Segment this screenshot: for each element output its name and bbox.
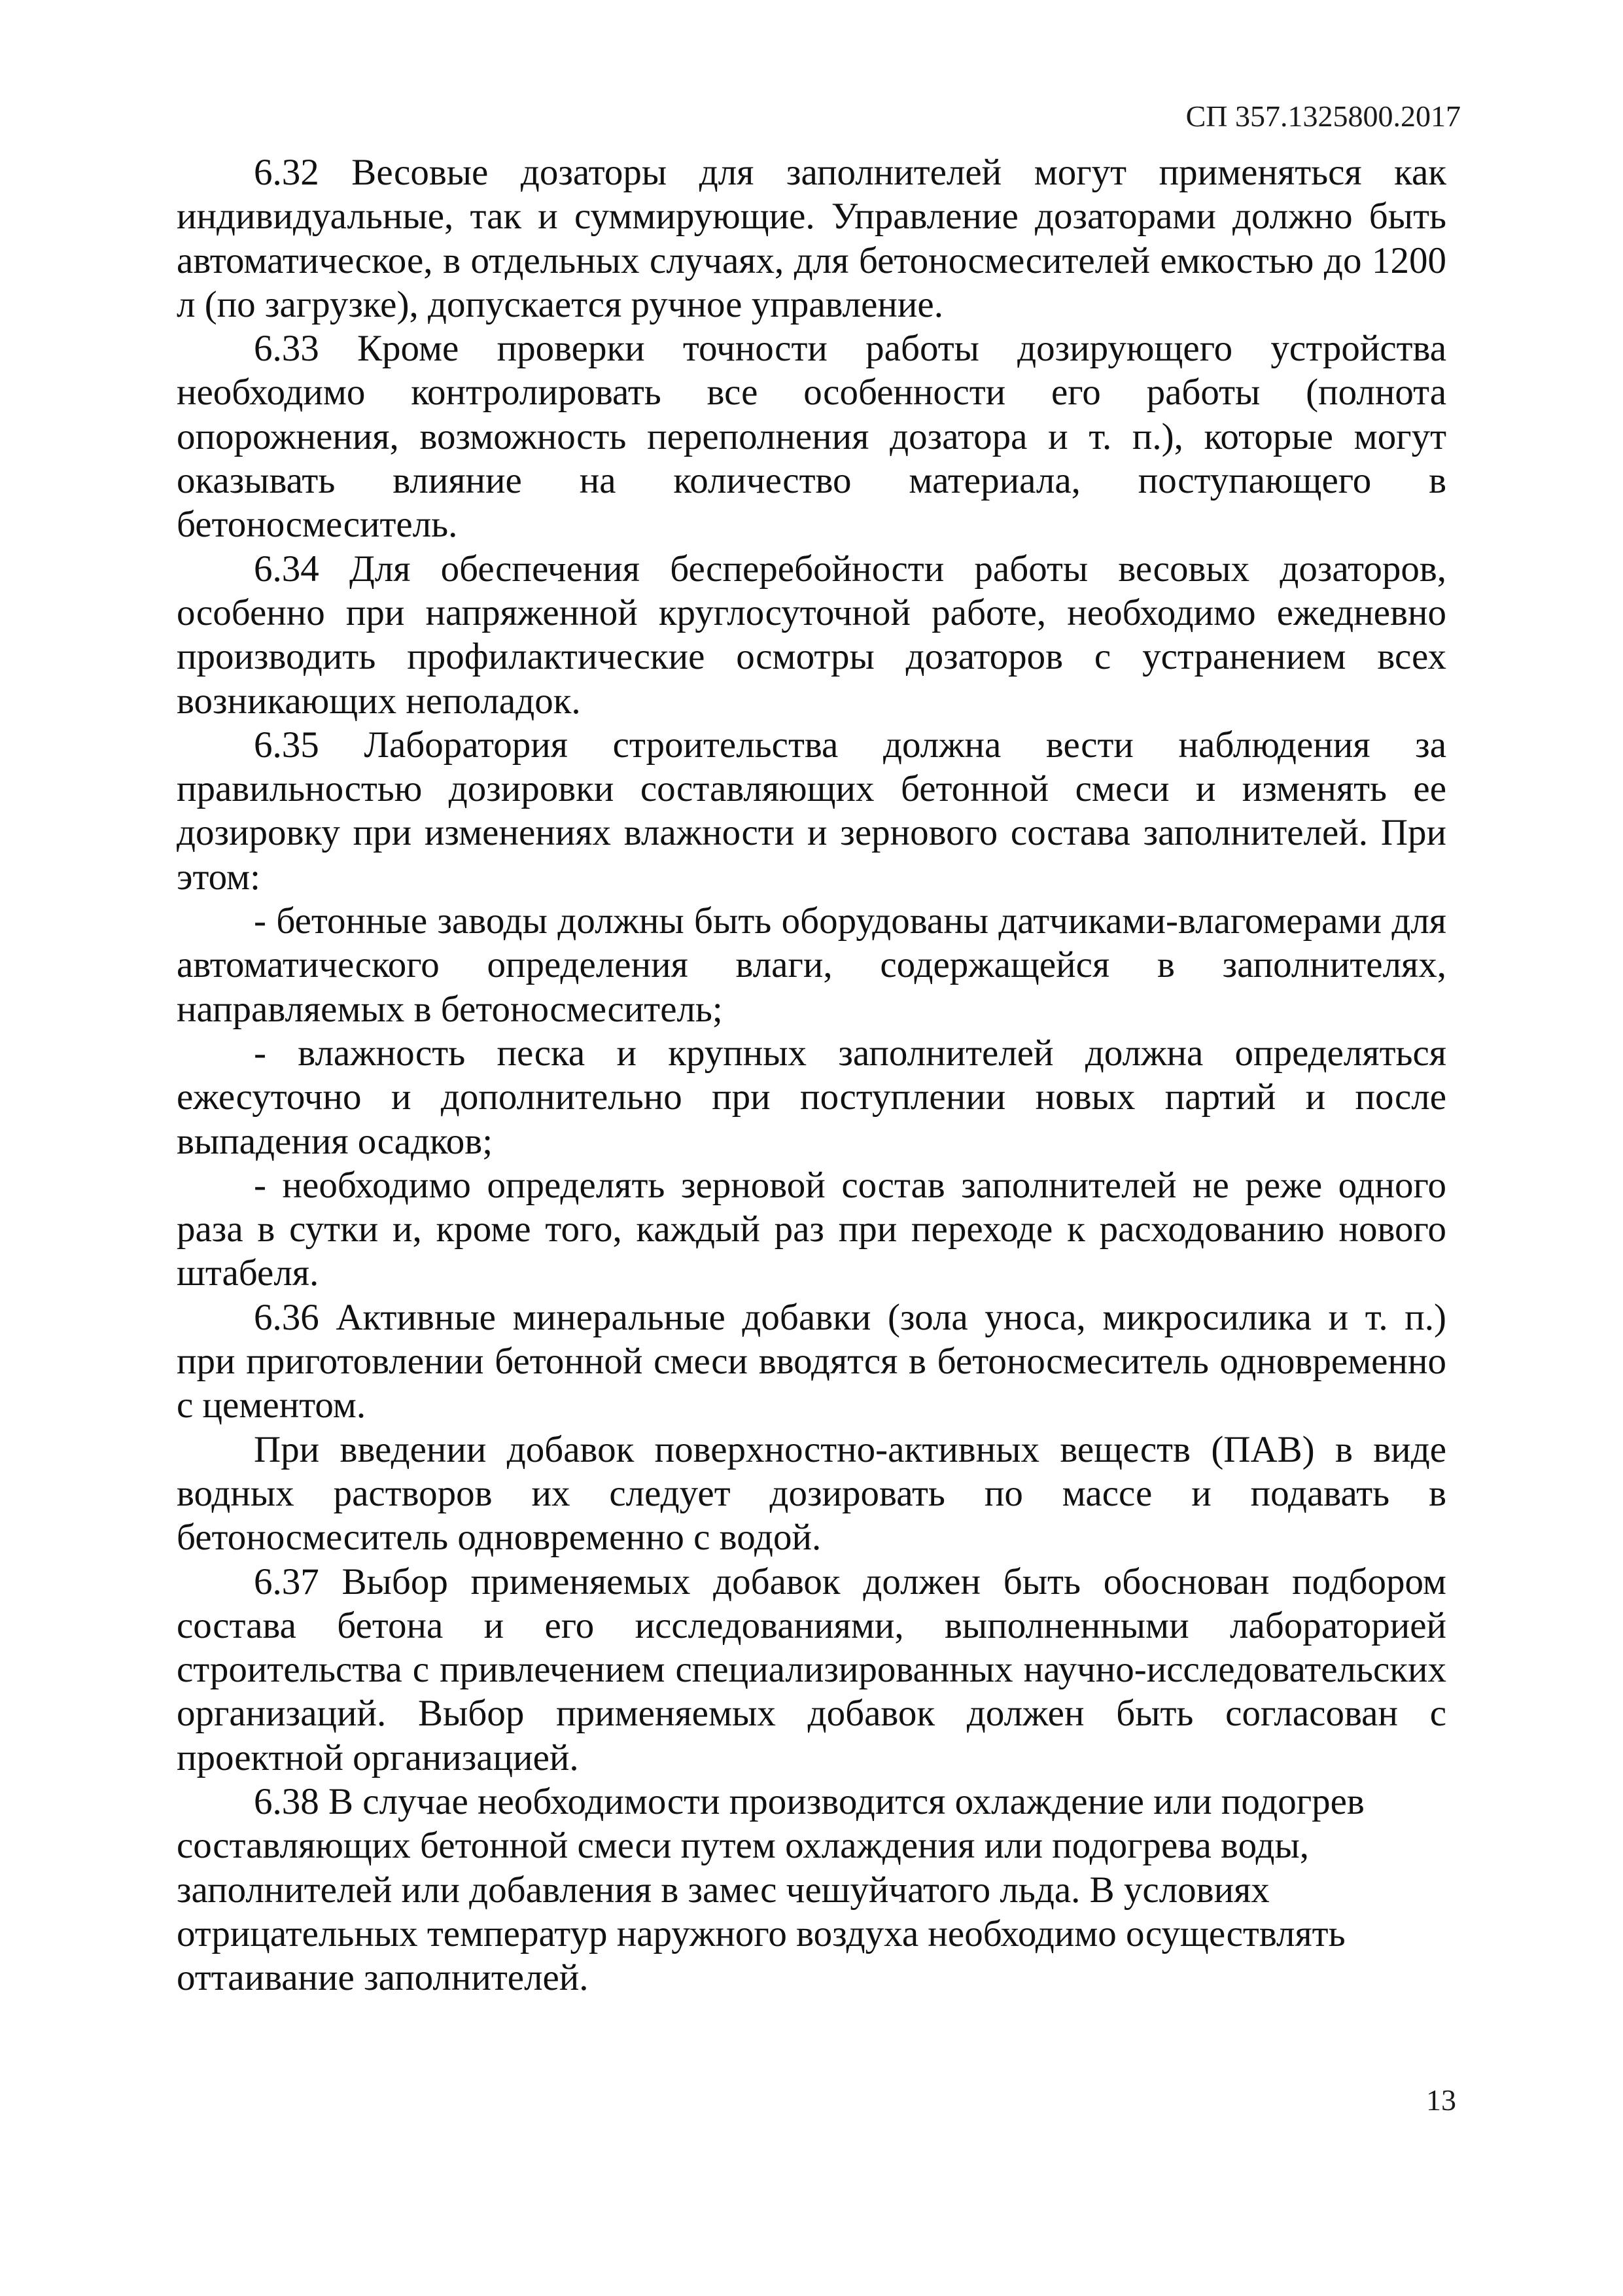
paragraph-pav: При введении добавок поверхностно-активных веществ (ПАВ) в виде водных растворов их следует дозировать по массе и подавать в бетоносмеситель одновременно с водой. xyxy=(177,1428,1446,1559)
paragraph-6-37: 6.37 Выбор применяемых добавок должен быть обоснован подбором состава бетона и его исследованиями, выполненными лабораторией строительства с привлечением специализированных научно-исследовательских организаций. Выбор применяемых добавок должен быть согласован с проектной организацией. xyxy=(177,1561,1446,1778)
document-header: СП 357.1325800.2017 xyxy=(1185,99,1461,133)
paragraph-6-32: 6.32 Весовые дозаторы для заполнителей могут применяться как индивидуальные, так и суммирующие. Управление дозаторами должно быть автоматическое, в отдельных случаях, для бетоносмесителей емкостью до 1200 л (по загрузке), допускается ручное управление. xyxy=(177,152,1446,325)
paragraph-6-34: 6.34 Для обеспечения бесперебойности работы весовых дозаторов, особенно при напряженной круглосуточной работе, необходимо ежедневно производить профилактические осмотры дозаторов с устранением всех возникающих неполадок. xyxy=(177,548,1446,722)
paragraph-6-33: 6.33 Кроме проверки точности работы дозирующего устройства необходимо контролировать все особенности его работы (полнота опорожнения, возможность переполнения дозатора и т. п.), которые могут оказывать влияние на количество материала, поступающего в бетоносмеситель. xyxy=(177,328,1446,546)
paragraph-6-38: 6.38 В случае необходимости производится охлаждение или подогрев составляющих бетонной смеси путем охлаждения или подогрева воды, заполнителей или добавления в замес чешуйчатого льда. В условиях отрицательных температур наружного воздуха необходимо осуществлять оттаивание заполнителей. xyxy=(177,1780,1365,1999)
list-item: - бетонные заводы должны быть оборудованы датчиками-влагомерами для автоматического определения влаги, содержащейся в заполнителях, направляемых в бетоносмеситель; xyxy=(177,900,1446,1030)
paragraph-6-36: 6.36 Активные минеральные добавки (зола уноса, микросилика и т. п.) при приготовлении бетонной смеси вводятся в бетоносмеситель одновременно с цементом. xyxy=(177,1296,1446,1426)
document-body xyxy=(177,150,1446,2000)
paragraph-6-35: 6.35 Лаборатория строительства должна вести наблюдения за правильностью дозировки составляющих бетонной смеси и изменять ее дозировку при изменениях влажности и зернового состава заполнителей. При этом: xyxy=(177,724,1446,898)
list-item: - влажность песка и крупных заполнителей должна определяться ежесуточно и дополнительно при поступлении новых партий и после выпадения осадков; xyxy=(177,1032,1446,1162)
list-item: - необходимо определять зерновой состав заполнителей не реже одного раза в сутки и, кроме того, каждый раз при переходе к расходованию нового штабеля. xyxy=(177,1164,1446,1294)
page-number: 13 xyxy=(1426,2083,1456,2117)
